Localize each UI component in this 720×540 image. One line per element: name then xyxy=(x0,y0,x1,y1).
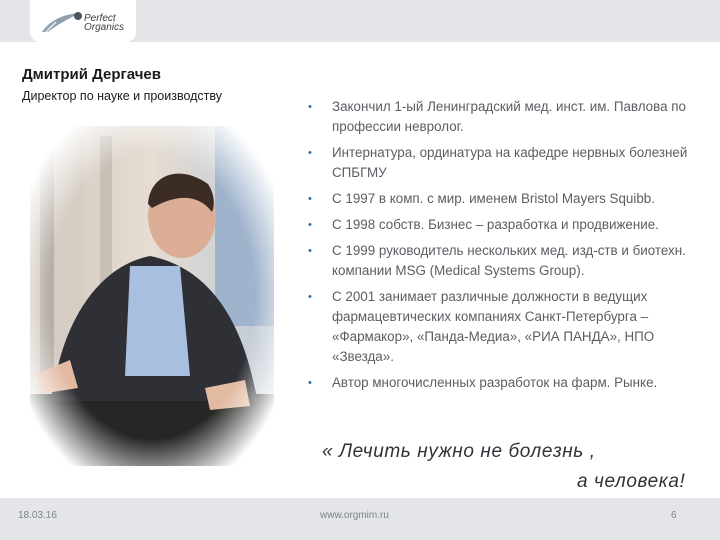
quote-line-1: « Лечить нужно не болезнь , xyxy=(322,441,596,462)
page-number: 6 xyxy=(671,510,677,521)
bullet-icon: • xyxy=(308,245,312,257)
list-item-text: С 1998 собств. Бизнес – разработка и продвижение. xyxy=(332,217,659,232)
list-item-text: С 1997 в комп. с мир. именем Bristol Mayers Squibb. xyxy=(332,191,655,206)
list-item xyxy=(306,143,716,183)
bullet-icon: • xyxy=(308,101,312,113)
bullet-icon: • xyxy=(308,377,312,389)
footer-date: 18.03.16 xyxy=(18,510,57,521)
logo-line1: Perfect xyxy=(84,13,116,24)
list-item-text: Интернатура, ординатура на кафедре нервных болезней СПБГМУ xyxy=(332,145,688,180)
person-title: Директор по науке и производству xyxy=(22,89,223,103)
footer-website-link[interactable]: www.orgmim.ru xyxy=(320,510,389,521)
bullet-icon: • xyxy=(308,147,312,159)
list-item xyxy=(306,241,716,281)
logo-text xyxy=(84,14,124,32)
list-item-text: Закончил 1-ый Ленинградский мед. инст. им. Павлова по профессии невролог. xyxy=(332,99,686,134)
bullet-icon: • xyxy=(308,219,312,231)
quote-line-2: а человека! xyxy=(577,471,686,492)
list-item-text: Автор многочисленных разработок на фарм. Рынке. xyxy=(332,375,658,390)
logo-line2: Organics xyxy=(84,22,125,33)
list-item xyxy=(306,287,716,367)
list-item xyxy=(306,97,716,137)
list-item-text: С 2001 занимает различные должности в ведущих фармацевтических компаниях Санкт-Петербурга – «Фармакор», «Панда-Медиа», «РИА ПАНДА», НПО «Звезда». xyxy=(332,289,655,364)
bio-list xyxy=(306,97,716,399)
portrait-photo-icon xyxy=(30,126,274,466)
bullet-icon: • xyxy=(308,291,312,303)
person-name: Дмитрий Дергачев xyxy=(22,66,161,83)
leaf-logo-icon xyxy=(40,10,82,34)
list-item-text: С 1999 руководитель нескольких мед. изд-ств и биотехн. компании MSG (Medical Systems Group). xyxy=(332,243,686,278)
bullet-icon: • xyxy=(308,193,312,205)
list-item xyxy=(306,189,716,209)
list-item xyxy=(306,215,716,235)
list-item xyxy=(306,373,716,393)
